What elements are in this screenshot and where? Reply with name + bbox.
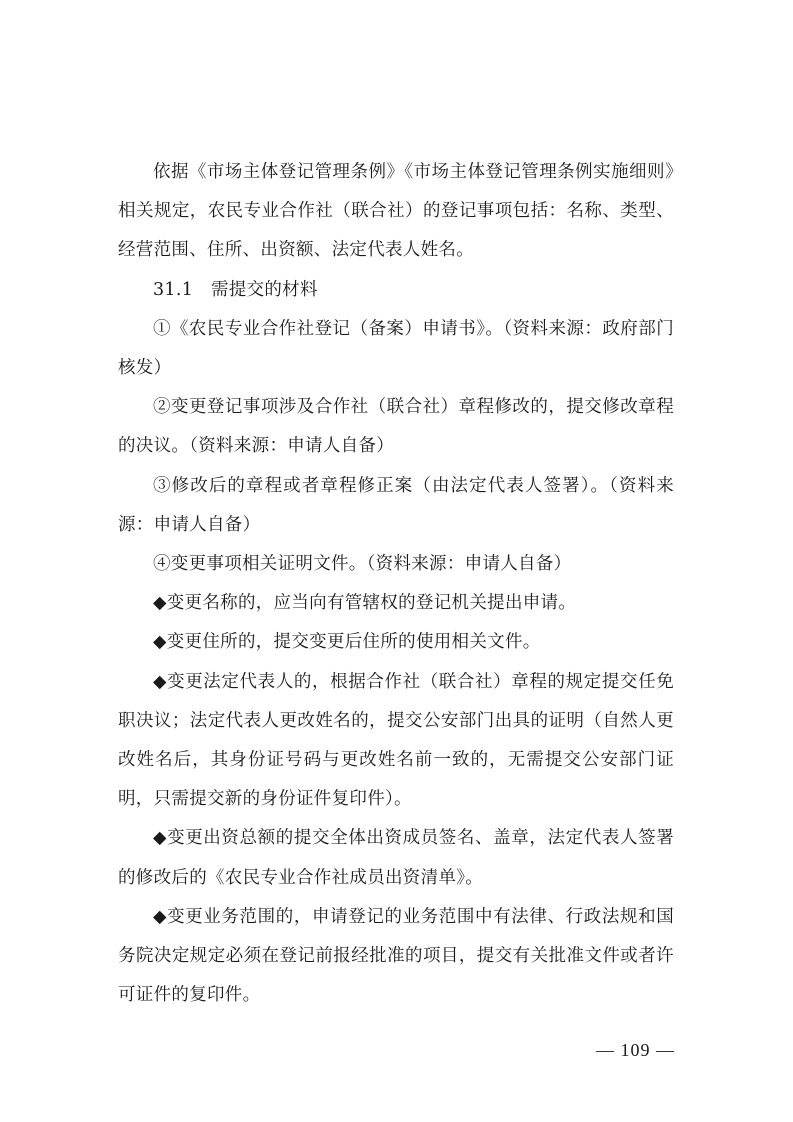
note-change-address: ◆变更住所的，提交变更后住所的使用相关文件。 bbox=[153, 632, 541, 653]
note-change-legal-rep: ◆变更法定代表人的，根据合作社（联合社）章程的规定提交任免职决议；法定代表人更改姓名的，提交公安部门出具的证明（自然人更改姓名后，其身份证号码与更改姓名前一致的，无需提交公安部门证明，只需提交新的身份证件复印件）。 bbox=[118, 671, 674, 810]
document-body bbox=[118, 153, 674, 1015]
note-change-business-scope: ◆变更业务范围的，申请登记的业务范围中有法律、行政法规和国务院决定规定必须在登记前报经批准的项目，提交有关批准文件或者许可证件的复印件。 bbox=[118, 906, 674, 1006]
section-heading: 31.1 需提交的材料 bbox=[153, 279, 318, 300]
material-item-4: ④变更事项相关证明文件。（资料来源：申请人自备） bbox=[153, 554, 572, 575]
note-change-capital: ◆变更出资总额的提交全体出资成员签名、盖章，法定代表人签署的修改后的《农民专业合作社成员出资清单》。 bbox=[118, 828, 674, 888]
note-change-name: ◆变更名称的，应当向有管辖权的登记机关提出申请。 bbox=[153, 593, 577, 614]
material-item-2: ②变更登记事项涉及合作社（联合社）章程修改的，提交修改章程的决议。（资料来源：申请人自备） bbox=[118, 397, 674, 457]
intro-paragraph: 依据《市场主体登记管理条例》《市场主体登记管理条例实施细则》相关规定，农民专业合作社（联合社）的登记事项包括：名称、类型、经营范围、住所、出资额、法定代表人姓名。 bbox=[118, 162, 674, 261]
material-item-1: ①《农民专业合作社登记（备案）申请书》。（资料来源：政府部门核发） bbox=[118, 318, 674, 379]
page-number: — 109 — bbox=[596, 1040, 675, 1060]
material-item-3: ③修改后的章程或者章程修正案（由法定代表人签署）。（资料来源：申请人自备） bbox=[118, 475, 674, 535]
